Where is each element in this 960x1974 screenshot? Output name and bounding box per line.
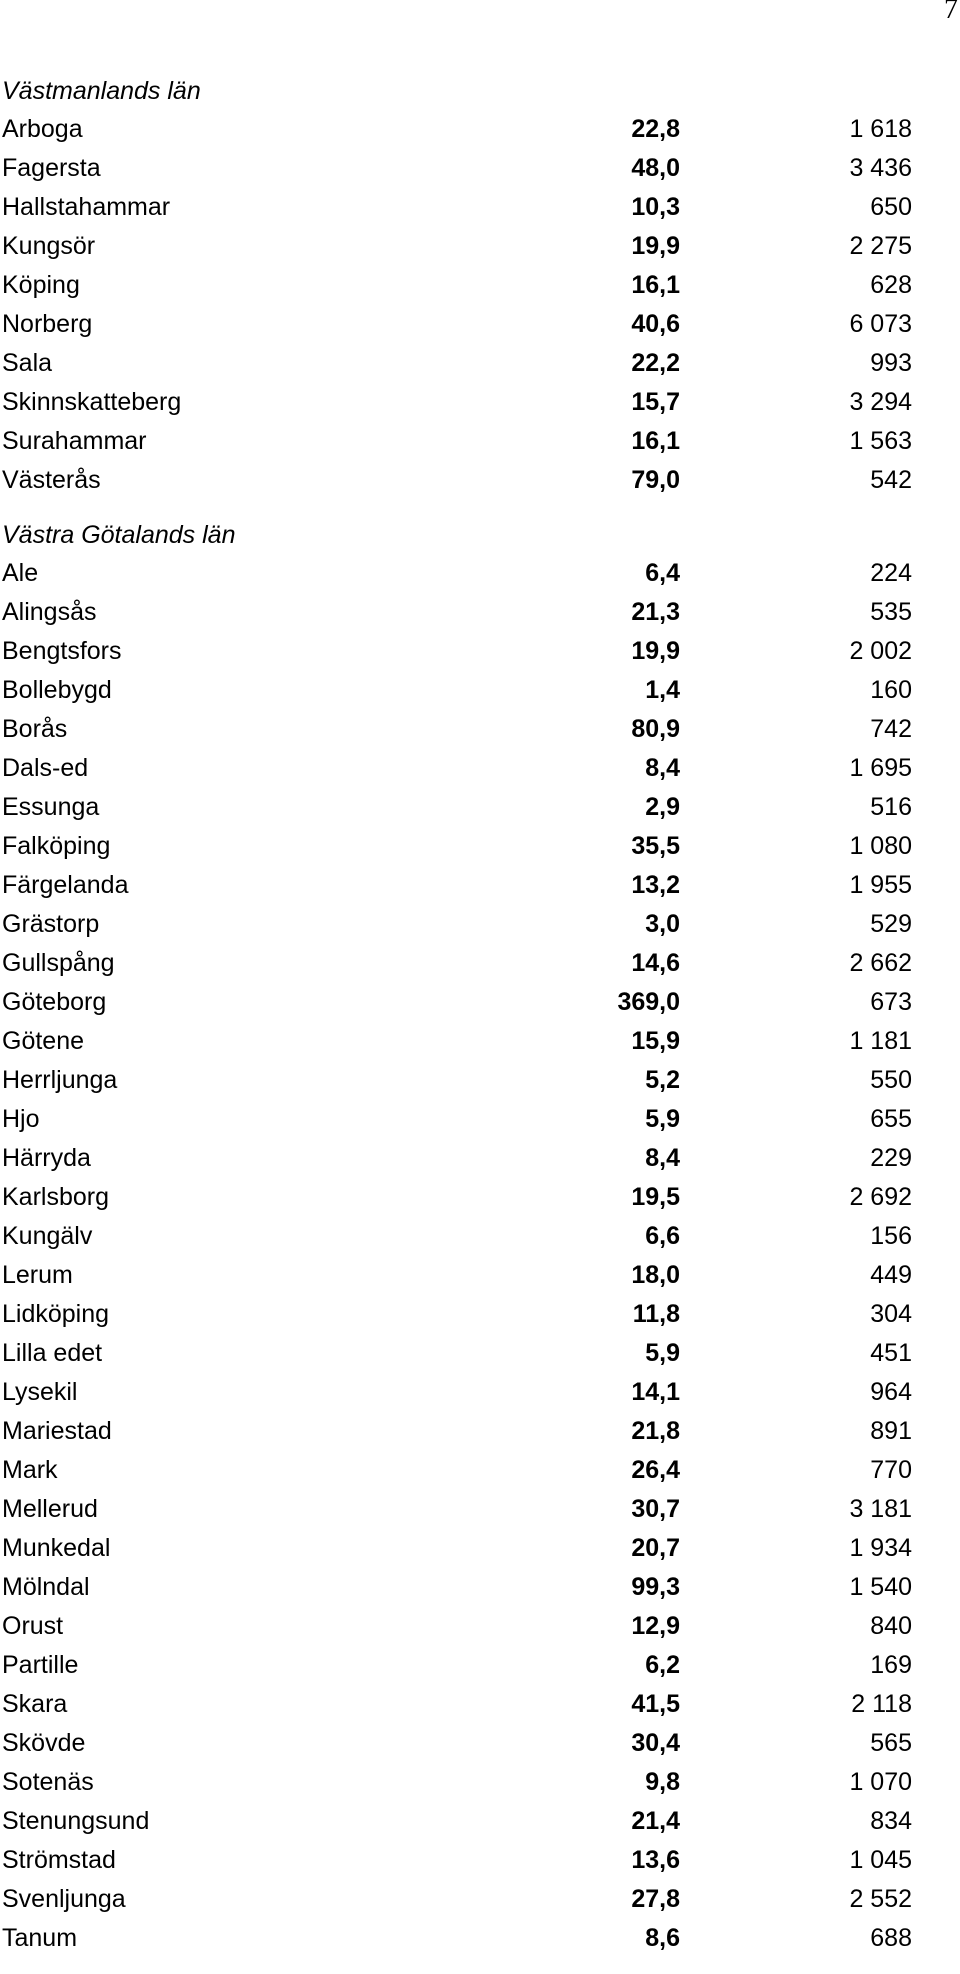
municipality-value: 3,0 (645, 910, 680, 938)
table-row (2, 671, 912, 710)
municipality-value: 15,9 (631, 1027, 680, 1055)
municipality-name: Stenungsund (2, 1807, 150, 1835)
municipality-name: Härryda (2, 1144, 91, 1172)
municipality-name: Gullspång (2, 949, 115, 977)
municipality-name: Grästorp (2, 910, 100, 938)
table-row (2, 1373, 912, 1412)
municipality-name: Svenljunga (2, 1885, 126, 1913)
municipality-value: 22,2 (631, 349, 680, 377)
municipality-count: 169 (870, 1651, 912, 1679)
municipality-value: 22,8 (631, 115, 680, 143)
municipality-name: Mölndal (2, 1573, 90, 1601)
table-row (2, 1061, 912, 1100)
table-row (2, 632, 912, 671)
table-row (2, 1256, 912, 1295)
municipality-name: Bollebygd (2, 676, 112, 704)
municipality-value: 19,9 (631, 232, 680, 260)
municipality-name: Kungsör (2, 232, 96, 260)
municipality-value: 41,5 (631, 1690, 680, 1718)
county-section (2, 516, 912, 1958)
table-row (2, 383, 912, 422)
municipality-name: Lilla edet (2, 1339, 103, 1367)
page-number: 7 (944, 0, 958, 25)
municipality-value: 5,9 (645, 1105, 680, 1133)
municipality-count: 535 (870, 598, 912, 626)
municipality-count: 2 692 (849, 1183, 912, 1211)
municipality-count: 655 (870, 1105, 912, 1133)
table-row (2, 1646, 912, 1685)
table-row (2, 266, 912, 305)
table-row (2, 1139, 912, 1178)
municipality-count: 840 (870, 1612, 912, 1640)
municipality-value: 2,9 (645, 793, 680, 821)
municipality-count: 529 (870, 910, 912, 938)
municipality-value: 80,9 (631, 715, 680, 743)
municipality-value: 8,6 (645, 1924, 680, 1952)
municipality-count: 650 (870, 193, 912, 221)
municipality-value: 12,9 (631, 1612, 680, 1640)
municipality-count: 834 (870, 1807, 912, 1835)
municipality-value: 1,4 (645, 676, 680, 704)
municipality-name: Orust (2, 1612, 64, 1640)
municipality-value: 35,5 (631, 832, 680, 860)
municipality-value: 30,7 (631, 1495, 680, 1523)
municipality-count: 3 436 (849, 154, 912, 182)
municipality-name: Strömstad (2, 1846, 116, 1874)
municipality-value: 26,4 (631, 1456, 680, 1484)
municipality-count: 3 181 (849, 1495, 912, 1523)
municipality-name: Essunga (2, 793, 100, 821)
municipality-count: 224 (870, 559, 912, 587)
municipality-count: 770 (870, 1456, 912, 1484)
municipality-value: 19,5 (631, 1183, 680, 1211)
table-row (2, 905, 912, 944)
municipality-value: 10,3 (631, 193, 680, 221)
table-row (2, 1295, 912, 1334)
table-row (2, 1178, 912, 1217)
table-row (2, 110, 912, 149)
municipality-count: 451 (870, 1339, 912, 1367)
municipality-count: 2 275 (849, 232, 912, 260)
municipality-count: 891 (870, 1417, 912, 1445)
table-row (2, 1022, 912, 1061)
municipality-value: 13,6 (631, 1846, 680, 1874)
municipality-value: 8,4 (645, 1144, 680, 1172)
municipality-name: Skinnskatteberg (2, 388, 182, 416)
municipality-value: 48,0 (631, 154, 680, 182)
municipality-name: Sala (2, 349, 53, 377)
municipality-name: Munkedal (2, 1534, 111, 1562)
municipality-count: 6 073 (849, 310, 912, 338)
table-row (2, 1919, 912, 1958)
table-row (2, 1607, 912, 1646)
municipality-name: Surahammar (2, 427, 147, 455)
municipality-value: 20,7 (631, 1534, 680, 1562)
table-row (2, 188, 912, 227)
municipality-value: 6,4 (645, 559, 680, 587)
municipality-count: 1 540 (849, 1573, 912, 1601)
municipality-count: 1 563 (849, 427, 912, 455)
municipality-value: 6,6 (645, 1222, 680, 1250)
table-row (2, 227, 912, 266)
municipality-value: 13,2 (631, 871, 680, 899)
municipality-count: 993 (870, 349, 912, 377)
municipality-name: Köping (2, 271, 80, 299)
municipality-name: Herrljunga (2, 1066, 118, 1094)
table-row (2, 710, 912, 749)
table-row (2, 1100, 912, 1139)
municipality-value: 99,3 (631, 1573, 680, 1601)
municipality-value: 21,8 (631, 1417, 680, 1445)
table-row (2, 1685, 912, 1724)
municipality-name: Fagersta (2, 154, 101, 182)
municipality-name: Mariestad (2, 1417, 112, 1445)
table-row (2, 344, 912, 383)
municipality-count: 964 (870, 1378, 912, 1406)
municipality-value: 21,4 (631, 1807, 680, 1835)
municipality-value: 369,0 (617, 988, 680, 1016)
table-row (2, 461, 912, 500)
municipality-value: 21,3 (631, 598, 680, 626)
county-rows (2, 554, 912, 1958)
county-section (2, 72, 912, 500)
municipality-count: 565 (870, 1729, 912, 1757)
municipality-name: Bengtsfors (2, 637, 122, 665)
municipality-name: Göteborg (2, 988, 107, 1016)
municipality-name: Tanum (2, 1924, 78, 1952)
table-row (2, 1841, 912, 1880)
table-row (2, 1217, 912, 1256)
table-row (2, 866, 912, 905)
municipality-count: 742 (870, 715, 912, 743)
table-row (2, 1529, 912, 1568)
municipality-name: Borås (2, 715, 68, 743)
table-row (2, 1802, 912, 1841)
municipality-count: 1 070 (849, 1768, 912, 1796)
municipality-name: Götene (2, 1027, 85, 1055)
table-row (2, 944, 912, 983)
municipality-value: 79,0 (631, 466, 680, 494)
municipality-count: 1 080 (849, 832, 912, 860)
municipality-name: Arboga (2, 115, 83, 143)
municipality-count: 673 (870, 988, 912, 1016)
municipality-name: Lerum (2, 1261, 73, 1289)
table-row (2, 983, 912, 1022)
county-heading: Västmanlands län (2, 77, 201, 105)
municipality-count: 550 (870, 1066, 912, 1094)
municipality-value: 14,1 (631, 1378, 680, 1406)
municipality-name: Skövde (2, 1729, 86, 1757)
municipality-table (2, 72, 912, 1974)
table-row (2, 1334, 912, 1373)
municipality-count: 3 294 (849, 388, 912, 416)
municipality-name: Hjo (2, 1105, 40, 1133)
municipality-name: Kungälv (2, 1222, 93, 1250)
county-rows (2, 110, 912, 500)
municipality-name: Mellerud (2, 1495, 98, 1523)
table-row (2, 1490, 912, 1529)
municipality-count: 688 (870, 1924, 912, 1952)
municipality-value: 11,8 (632, 1300, 680, 1328)
table-row (2, 305, 912, 344)
municipality-name: Färgelanda (2, 871, 129, 899)
table-row (2, 554, 912, 593)
table-row (2, 422, 912, 461)
municipality-count: 2 662 (849, 949, 912, 977)
municipality-name: Västerås (2, 466, 101, 494)
municipality-count: 449 (870, 1261, 912, 1289)
municipality-value: 8,4 (645, 754, 680, 782)
municipality-name: Lysekil (2, 1378, 78, 1406)
municipality-name: Karlsborg (2, 1183, 109, 1211)
municipality-value: 9,8 (645, 1768, 680, 1796)
municipality-count: 1 934 (849, 1534, 912, 1562)
table-row (2, 827, 912, 866)
table-row (2, 1763, 912, 1802)
municipality-count: 2 118 (851, 1690, 912, 1718)
municipality-value: 16,1 (631, 271, 680, 299)
municipality-count: 2 002 (849, 637, 912, 665)
table-row (2, 1412, 912, 1451)
table-row (2, 749, 912, 788)
table-row (2, 1568, 912, 1607)
municipality-name: Sotenäs (2, 1768, 94, 1796)
table-row (2, 788, 912, 827)
municipality-count: 1 955 (849, 871, 912, 899)
municipality-name: Ale (2, 559, 39, 587)
municipality-value: 5,2 (645, 1066, 680, 1094)
municipality-count: 304 (870, 1300, 912, 1328)
municipality-name: Lidköping (2, 1300, 110, 1328)
municipality-name: Mark (2, 1456, 58, 1484)
municipality-count: 2 552 (849, 1885, 912, 1913)
municipality-count: 628 (870, 271, 912, 299)
municipality-count: 1 181 (849, 1027, 912, 1055)
municipality-count: 516 (870, 793, 912, 821)
municipality-count: 542 (870, 466, 912, 494)
municipality-name: Falköping (2, 832, 111, 860)
municipality-count: 160 (870, 676, 912, 704)
municipality-count: 1 045 (849, 1846, 912, 1874)
municipality-value: 5,9 (645, 1339, 680, 1367)
municipality-value: 27,8 (631, 1885, 680, 1913)
municipality-count: 229 (870, 1144, 912, 1172)
table-row (2, 593, 912, 632)
municipality-value: 15,7 (631, 388, 680, 416)
municipality-name: Norberg (2, 310, 93, 338)
municipality-value: 40,6 (631, 310, 680, 338)
municipality-name: Hallstahammar (2, 193, 171, 221)
municipality-name: Skara (2, 1690, 68, 1718)
municipality-value: 16,1 (631, 427, 680, 455)
table-row (2, 1880, 912, 1919)
county-heading: Västra Götalands län (2, 521, 236, 549)
municipality-name: Dals-ed (2, 754, 89, 782)
table-row (2, 1451, 912, 1490)
municipality-value: 30,4 (631, 1729, 680, 1757)
municipality-value: 19,9 (631, 637, 680, 665)
table-row (2, 1724, 912, 1763)
municipality-count: 1 695 (849, 754, 912, 782)
municipality-value: 18,0 (631, 1261, 680, 1289)
table-row (2, 149, 912, 188)
municipality-value: 6,2 (645, 1651, 680, 1679)
municipality-value: 14,6 (631, 949, 680, 977)
municipality-name: Partille (2, 1651, 79, 1679)
municipality-name: Alingsås (2, 598, 97, 626)
municipality-count: 1 618 (849, 115, 912, 143)
municipality-count: 156 (870, 1222, 912, 1250)
